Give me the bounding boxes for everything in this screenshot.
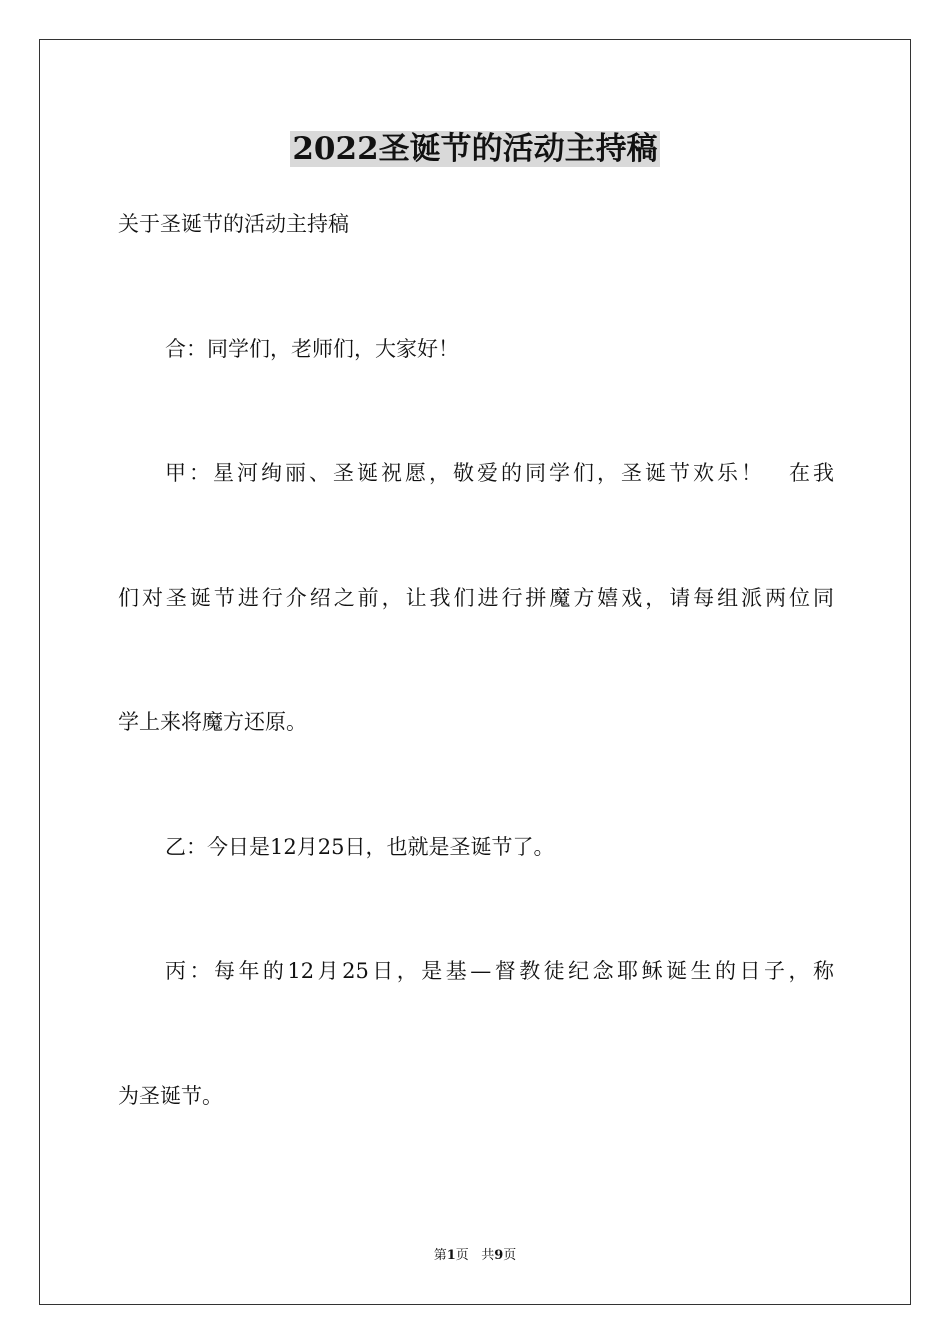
page-number: 1 <box>446 1248 456 1263</box>
paragraph-line: 乙：今日是12月25日，也就是圣诞节了。 <box>165 835 555 859</box>
document-subtitle: 关于圣诞节的活动主持稿 <box>118 212 349 236</box>
paragraph-line: 学上来将魔方还原。 <box>118 710 307 734</box>
paragraph-line: 合：同学们，老师们，大家好！ <box>165 337 459 361</box>
document-title-text: 2022圣诞节的活动主持稿 <box>292 131 658 167</box>
paragraph-line: 丙：每年的12月25日，是基—督教徒纪念耶稣诞生的日子，称 <box>165 959 834 983</box>
page-suffix: 页 <box>455 1248 469 1263</box>
paragraph-line: 们对圣诞节进行介绍之前，让我们进行拼魔方嬉戏，请每组派两位同 <box>118 586 834 610</box>
total-suffix: 页 <box>503 1248 517 1263</box>
total-pages: 9 <box>494 1248 504 1263</box>
paragraph-line: 为圣诞节。 <box>118 1084 223 1108</box>
page-prefix: 第 <box>433 1248 447 1263</box>
total-prefix: 共 <box>481 1248 495 1263</box>
page-footer <box>0 1247 950 1265</box>
document-title <box>0 127 950 171</box>
paragraph-line: 甲：星河绚丽、圣诞祝愿，敬爱的同学们，圣诞节欢乐！ 在我 <box>165 461 834 485</box>
